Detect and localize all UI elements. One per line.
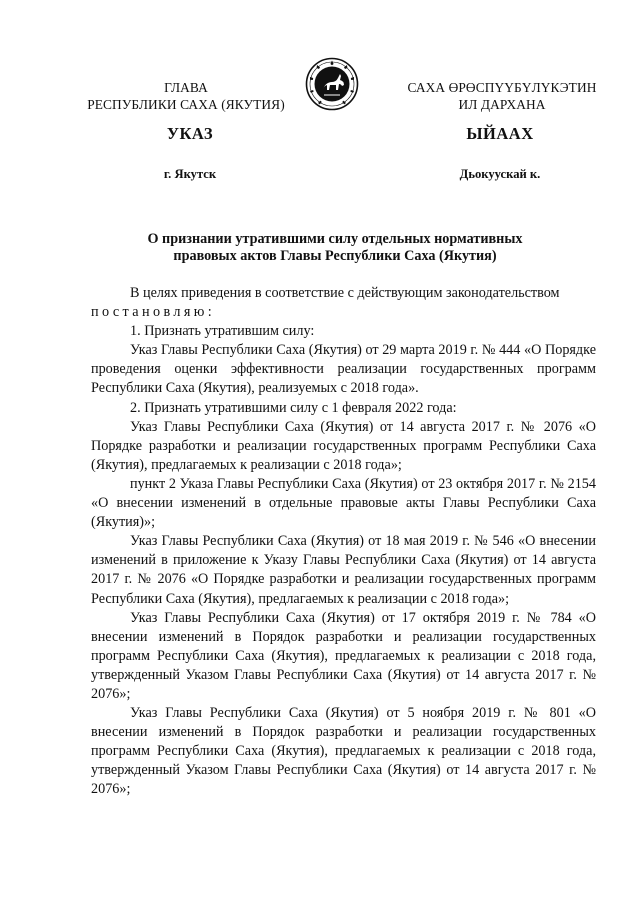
paragraph-1: Указ Главы Республики Саха (Якутия) от 29 марта 2019 г. № 444 «О Порядке проведения оценки эффективности реализации государственных программ Республики Саха (Якутия), реализуемых с 2018 года». (91, 342, 596, 397)
item-2-heading: 2. Признать утратившими силу с 1 февраля 2022 года: (130, 399, 457, 416)
document-title-line2: правовых актов Главы Республики Саха (Якутия) (173, 248, 497, 264)
header-right (386, 79, 618, 113)
header-right-line2: ИЛ ДАРХАНА (458, 97, 546, 112)
decree-title-sakha: ЫЙААХ (466, 124, 534, 143)
coat-of-arms-emblem-icon (305, 57, 359, 111)
decree-title-ru: УКАЗ (166, 124, 214, 143)
header-left (66, 79, 306, 113)
paragraph-6: Указ Главы Республики Саха (Якутия) от 5 ноября 2019 г. № 801 «О внесении изменений в Порядок разработки и реализации государственных программ Республики Саха (Якутия), предлагаемых к реализации с 2018 года, утвержденный Указом Главы Республики Саха (Якутия) от 14 августа 2017 г. № 2076»; (91, 705, 596, 798)
document-title (120, 231, 550, 265)
paragraph-4: Указ Главы Республики Саха (Якутия) от 18 мая 2019 г. № 546 «О внесении изменений в приложение к Указу Главы Республики Саха (Якутия) от 14 августа 2017 г. № 2076 «О Порядке разработки и реализации государственных программ Республики Саха (Якутия), предлагаемых к реализации с 2018 года»; (91, 533, 596, 607)
item-1-heading: 1. Признать утратившим силу: (130, 323, 315, 340)
intro-paragraph: В целях приведения в соответствие с действующим законодательством (130, 285, 560, 301)
paragraph-3: пункт 2 Указа Главы Республики Саха (Якутия) от 23 октября 2017 г. № 2154 «О внесении изменений в отдельные правовые акты Главы Республики Саха (Якутия)»; (91, 475, 596, 531)
header-left-line1: ГЛАВА (164, 80, 208, 95)
header-right-line1: САХА ӨРӨСПҮҮБҮЛҮКЭТИН (407, 80, 597, 95)
paragraph-5: Указ Главы Республики Саха (Якутия) от 17 октября 2019 г. № 784 «О внесении изменений в Порядок разработки и реализации государственных программ Республики Саха (Якутия), предлагаемых к реализации с 2018 года, утвержденный Указом Главы Республики Саха (Якутия) от 14 августа 2017 г. № 2076»; (91, 609, 596, 702)
city-sakha: Дьокуускай к. (459, 167, 541, 181)
city-ru: г. Якутск (163, 167, 217, 181)
paragraph-2: Указ Главы Республики Саха (Якутия) от 14 августа 2017 г. № 2076 «О Порядке разработки и реализации государственных программ Республики Саха (Якутия), предлагаемых к реализации с 2018 года»; (91, 418, 596, 473)
header-left-line2: РЕСПУБЛИКИ САХА (ЯКУТИЯ) (87, 97, 285, 112)
document-body (91, 284, 596, 800)
document-title-line1: О признании утратившими силу отдельных нормативных (147, 231, 523, 247)
resolve-word: постановляю: (91, 304, 216, 321)
